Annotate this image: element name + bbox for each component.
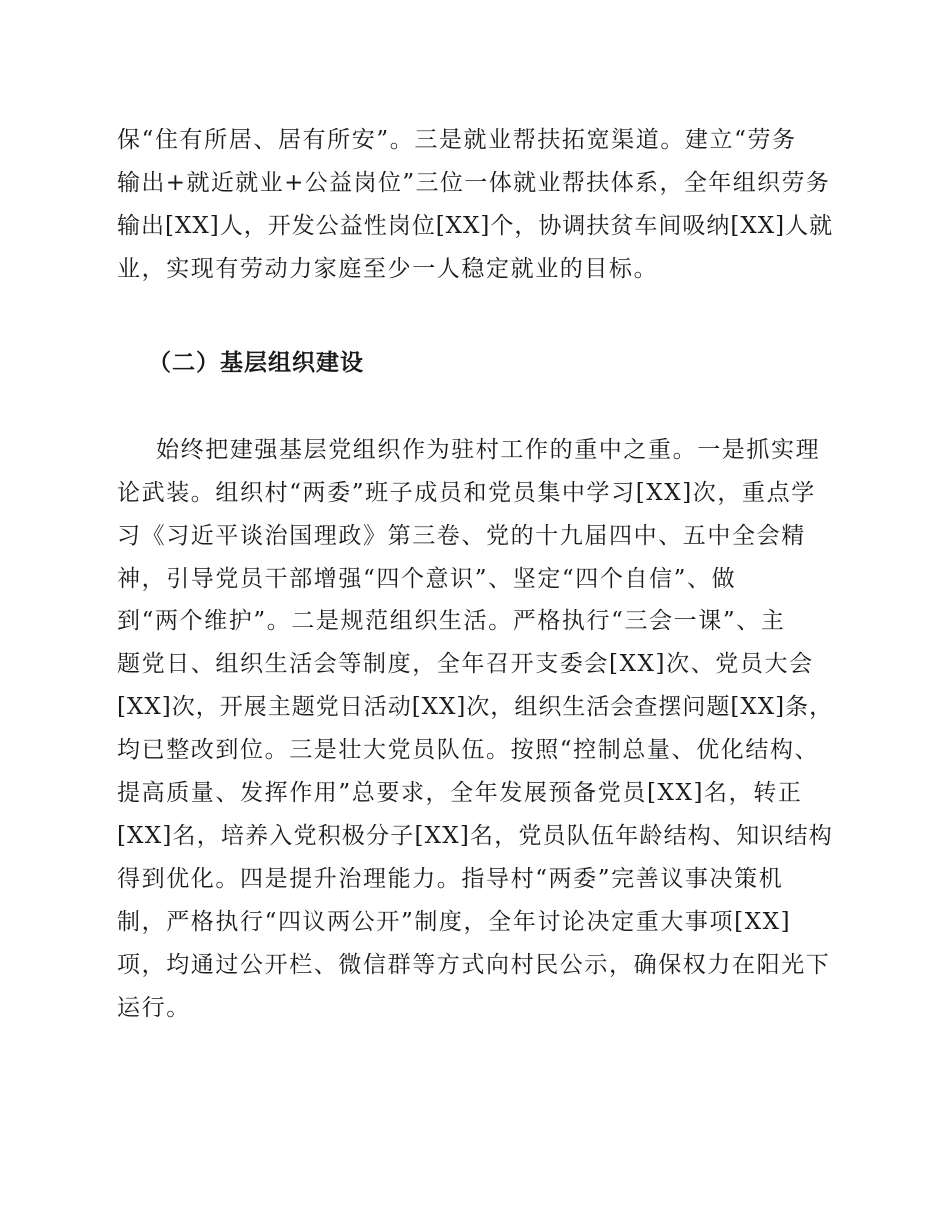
paragraph-2-line-7: [XX]次，开展主题党日活动[XX]次，组织生活会查摆问题[XX]条，	[117, 694, 834, 720]
paragraph-2-line-5: 到“两个维护”。二是规范组织生活。严格执行“三会一课”、主	[117, 608, 786, 634]
section-heading: （二）基层组织建设	[148, 349, 364, 376]
paragraph-2-line-2: 论武装。组织村“两委”班子成员和党员集中学习[XX]次，重点学	[117, 480, 816, 506]
paragraph-2-line-9: 提高质量、发挥作用”总要求，全年发展预备党员[XX]名，转正	[117, 780, 803, 806]
paragraph-1-line-3: 输出[XX]人，开发公益性岗位[XX]个，协调扶贫车间吸纳[XX]人就	[117, 213, 834, 239]
paragraph-2-line-13: 项，均通过公开栏、微信群等方式向村民公示，确保权力在阳光下	[117, 952, 831, 978]
paragraph-1-line-1: 保“住有所居、居有所安”。三是就业帮扶拓宽渠道。建立“劳务	[117, 127, 797, 153]
paragraph-2-line-10: [XX]名，培养入党积极分子[XX]名，党员队伍年龄结构、知识结构	[117, 823, 833, 849]
paragraph-1-line-2: 输出+就近就业+公益岗位”三位一体就业帮扶体系，全年组织劳务	[117, 170, 831, 196]
paragraph-2-line-12: 制，严格执行“四议两公开”制度，全年讨论决定重大事项[XX]	[117, 909, 792, 935]
paragraph-2-line-6: 题党日、组织生活会等制度，全年召开支委会[XX]次、党员大会	[117, 651, 814, 677]
paragraph-2-line-8: 均已整改到位。三是壮大党员队伍。按照“控制总量、优化结构、	[117, 737, 820, 763]
paragraph-2-line-14: 运行。	[117, 995, 191, 1021]
paragraph-2-line-4: 神，引导党员干部增强“四个意识”、坚定“四个自信”、做	[117, 566, 737, 592]
paragraph-2-line-1: 始终把建强基层党组织作为驻村工作的重中之重。一是抓实理	[156, 437, 821, 463]
paragraph-1-line-4: 业，实现有劳动力家庭至少一人稳定就业的目标。	[117, 256, 659, 282]
paragraph-2-line-3: 习《习近平谈治国理政》第三卷、党的十九届四中、五中全会精	[117, 523, 806, 549]
paragraph-2-line-11: 得到优化。四是提升治理能力。指导村“两委”完善议事决策机	[117, 866, 784, 892]
